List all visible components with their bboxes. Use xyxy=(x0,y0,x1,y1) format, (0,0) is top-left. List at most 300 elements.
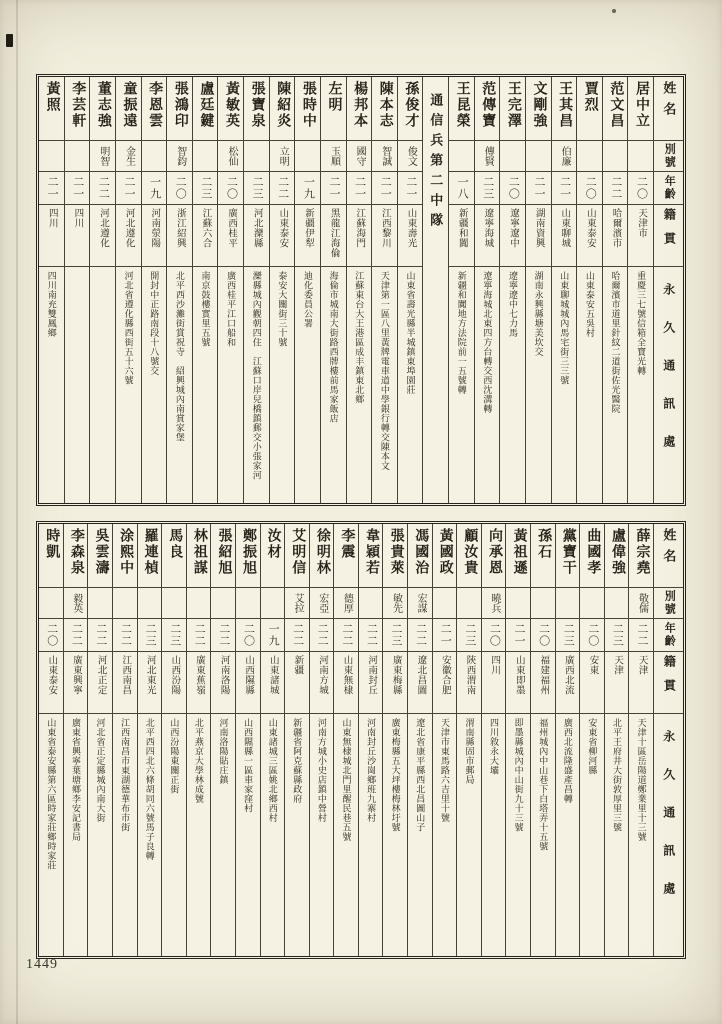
entry-name-text: 黃照 xyxy=(44,81,60,113)
entry-name-cell xyxy=(383,524,407,588)
entry-age-text: 一八 xyxy=(456,176,469,200)
binding-shadow xyxy=(16,0,18,1024)
entry-name-cell xyxy=(580,524,604,588)
entry-column xyxy=(89,77,115,503)
entry-address-text: 重慶三七號信箱全寶光轉 xyxy=(636,271,647,376)
entry-column xyxy=(235,524,260,956)
entry-native-text: 廣東興寧 xyxy=(71,655,81,695)
entry-alias-cell xyxy=(457,588,481,619)
entry-native-text: 浙江紹興 xyxy=(174,208,185,248)
entry-native-text: 河北灤縣 xyxy=(251,208,262,248)
entry-column xyxy=(260,524,285,956)
entry-name-text: 范文昌 xyxy=(608,81,624,129)
entry-name-cell xyxy=(475,77,500,141)
entry-age-text: 二三 xyxy=(611,623,624,647)
entry-age-cell xyxy=(113,619,137,652)
entry-column xyxy=(448,77,474,503)
entry-age-text: 二二 xyxy=(414,623,427,647)
entry-address-text: 四川敘永大壩 xyxy=(489,718,500,775)
entry-alias-cell xyxy=(193,141,218,172)
entry-age-text: 二一 xyxy=(379,176,392,200)
entry-age-cell xyxy=(506,619,530,652)
entry-age-cell xyxy=(244,172,269,205)
entry-name-text: 馬良 xyxy=(167,528,183,560)
entry-address-cell xyxy=(629,714,653,956)
entry-address-cell xyxy=(211,714,235,956)
entry-column xyxy=(604,524,629,956)
entry-native-cell xyxy=(449,205,474,267)
entry-native-cell xyxy=(270,205,295,267)
entry-age-cell xyxy=(552,172,577,205)
entry-address-cell xyxy=(482,714,506,956)
entry-column xyxy=(309,524,334,956)
header-cell-age xyxy=(654,172,683,205)
entry-native-text: 河南洛陽 xyxy=(218,655,229,695)
entry-column xyxy=(269,77,295,503)
entry-name-text: 林祖謀 xyxy=(191,528,207,576)
entry-column xyxy=(505,524,530,956)
entry-name-text: 汝材 xyxy=(265,528,281,560)
entry-age-text: 二二 xyxy=(193,623,206,647)
ink-mark xyxy=(6,34,13,47)
entry-native-text: 天津 xyxy=(636,655,647,675)
entry-age-cell xyxy=(270,172,295,205)
entry-native-cell xyxy=(90,205,115,267)
entry-address-text: 天津市東馬路六吉里十號 xyxy=(439,718,450,823)
entry-column xyxy=(284,524,309,956)
entry-native-cell xyxy=(218,205,243,267)
entry-name-text: 王完澤 xyxy=(505,81,521,129)
entry-name-text: 董志強 xyxy=(95,81,111,129)
entry-address-cell xyxy=(603,267,628,503)
entry-age-text: 二一 xyxy=(558,176,571,200)
entry-age-text: 二一 xyxy=(122,176,135,200)
entry-age-text: 二二 xyxy=(291,623,304,647)
entry-alias-text: 立明 xyxy=(277,146,289,166)
entry-address-cell xyxy=(457,714,481,956)
entry-address-cell xyxy=(142,267,167,503)
entry-address-cell xyxy=(552,267,577,503)
entry-name-cell xyxy=(457,524,481,588)
entry-column xyxy=(39,524,63,956)
entry-address-cell xyxy=(628,267,653,503)
entry-address-text: 河南洛陽貼庄鎮 xyxy=(218,718,229,785)
entry-alias-text: 智誠 xyxy=(379,146,391,166)
entry-native-cell xyxy=(457,652,481,714)
entry-name-cell xyxy=(482,524,506,588)
entry-native-cell xyxy=(500,205,525,267)
entry-address-text: 河南方城小史店鎮中營村 xyxy=(316,718,327,823)
entry-age-text: 二三 xyxy=(144,623,157,647)
entry-name-cell xyxy=(244,77,269,141)
entry-column xyxy=(166,77,192,503)
entry-address-text: 河南封丘沙崗鄉班九寨村 xyxy=(366,718,377,823)
entry-address-text: 山東省壽光縣半城鎮東埠園莊 xyxy=(405,271,416,395)
entry-age-cell xyxy=(603,172,628,205)
entry-address-text: 北平西四北六條胡同六號馬子良轉 xyxy=(144,718,155,861)
entry-native-cell xyxy=(526,205,551,267)
entry-name-text: 黨寶干 xyxy=(560,528,576,576)
entry-native-cell xyxy=(506,652,530,714)
entry-address-cell xyxy=(526,267,551,503)
entry-address-cell xyxy=(605,714,629,956)
entry-name-cell xyxy=(113,524,137,588)
entry-native-text: 山東泰安 xyxy=(277,208,288,248)
entry-address-cell xyxy=(39,714,63,956)
entry-address-cell xyxy=(408,714,432,956)
entry-address-text: 南京鼓樓實里五號 xyxy=(200,271,211,347)
entry-name-cell xyxy=(629,524,653,588)
entry-address-cell xyxy=(261,714,285,956)
entry-native-text: 安東 xyxy=(587,655,598,675)
entry-name-cell xyxy=(628,77,653,141)
entry-age-text: 二一 xyxy=(71,176,84,200)
entry-name-text: 吳雲濤 xyxy=(93,528,109,576)
entry-native-text: 天津 xyxy=(612,655,623,675)
entry-native-text: 河北正定 xyxy=(95,655,106,695)
entry-age-text: 二三 xyxy=(251,176,264,200)
header-label-name: 姓名 xyxy=(661,81,677,123)
entry-name-cell xyxy=(64,524,88,588)
entry-name-text: 盧廷鍵 xyxy=(198,81,214,129)
entry-native-text: 河北遵化 xyxy=(98,208,109,248)
entry-column xyxy=(474,77,500,503)
entry-name-cell xyxy=(211,524,235,588)
entry-native-cell xyxy=(359,652,383,714)
entry-column xyxy=(530,524,555,956)
entry-name-text: 羅連楨 xyxy=(142,528,158,576)
entry-column xyxy=(481,524,506,956)
header-cell-native xyxy=(654,652,683,714)
entry-alias-text: 金生 xyxy=(123,146,135,166)
entry-address-text: 山西汾陽東關正街 xyxy=(169,718,180,794)
entry-alias-cell xyxy=(321,141,346,172)
entry-name-cell xyxy=(162,524,186,588)
entry-native-text: 廣東蕉嶺 xyxy=(193,655,204,695)
entry-age-text: 二一 xyxy=(327,176,340,200)
entry-name-cell xyxy=(603,77,628,141)
entry-column xyxy=(576,77,602,503)
entry-alias-cell xyxy=(285,588,309,619)
entry-age-cell xyxy=(482,619,506,652)
entry-address-cell xyxy=(506,714,530,956)
entry-column xyxy=(551,77,577,503)
entry-age-cell xyxy=(628,172,653,205)
entry-name-cell xyxy=(187,524,211,588)
entry-age-text: 二三 xyxy=(562,623,575,647)
entry-column xyxy=(346,77,372,503)
entry-column xyxy=(141,77,167,503)
entry-address-cell xyxy=(383,714,407,956)
entry-address-text: 遼北省康平縣西北昌圖山子 xyxy=(415,718,426,832)
entry-column xyxy=(64,77,90,503)
entry-name-text: 張鴻印 xyxy=(172,81,188,129)
entry-alias-cell xyxy=(629,588,653,619)
entry-native-cell xyxy=(482,652,506,714)
entry-native-cell xyxy=(577,205,602,267)
entry-address-text: 迪化委員公署 xyxy=(302,271,313,328)
entry-native-cell xyxy=(628,205,653,267)
entry-alias-cell xyxy=(359,588,383,619)
entry-native-cell xyxy=(398,205,423,267)
entry-column xyxy=(112,524,137,956)
entry-name-cell xyxy=(88,524,112,588)
entry-age-text: 二三 xyxy=(390,623,403,647)
entry-address-cell xyxy=(39,267,64,503)
entry-alias-cell xyxy=(138,588,162,619)
entry-address-text: 湖南永興縣塘美坎交 xyxy=(533,271,544,357)
entry-alias-text: 艾拉 xyxy=(292,593,304,613)
entry-name-cell xyxy=(500,77,525,141)
entry-age-text: 二二 xyxy=(365,623,378,647)
entry-age-text: 二〇 xyxy=(537,623,550,647)
entry-native-text: 山西汾陽 xyxy=(169,655,180,695)
entry-name-text: 曲國孝 xyxy=(585,528,601,576)
header-cell-name xyxy=(654,77,683,141)
entry-address-cell xyxy=(398,267,423,503)
entry-address-text: 山東省泰安縣第六區時家莊鄉時家莊 xyxy=(46,718,57,870)
entry-age-text: 一九 xyxy=(267,623,280,647)
entry-native-text: 廣東梅縣 xyxy=(390,655,401,695)
entry-name-cell xyxy=(236,524,260,588)
entry-column xyxy=(579,524,604,956)
entry-name-text: 李震 xyxy=(339,528,355,560)
entry-native-cell xyxy=(64,652,88,714)
entry-name-cell xyxy=(285,524,309,588)
entry-name-text: 鄭振旭 xyxy=(241,528,257,576)
entry-alias-cell xyxy=(211,588,235,619)
entry-age-text: 二一 xyxy=(532,176,545,200)
entry-age-text: 二三 xyxy=(168,623,181,647)
entry-name-text: 孫石 xyxy=(536,528,552,560)
entry-address-text: 四川南充雙鳳鄉 xyxy=(46,271,57,338)
directory-table-bottom xyxy=(36,521,686,959)
entry-name-text: 向承恩 xyxy=(486,528,502,576)
entry-address-text: 河北省正定縣城內南大街 xyxy=(95,718,106,823)
entry-native-text: 山東聊城 xyxy=(559,208,570,248)
entry-name-text: 薛宗堯 xyxy=(634,528,650,576)
entry-address-text: 海倫市城南大街路西牌樓前馬家飯店 xyxy=(328,271,339,423)
entry-alias-text: 明智 xyxy=(97,146,109,166)
entry-address-text: 山西隰縣一區車家窪村 xyxy=(243,718,254,813)
entry-native-text: 山東壽光 xyxy=(405,208,416,248)
entry-age-cell xyxy=(475,172,500,205)
header-label-alias: 別號 xyxy=(663,143,676,169)
entry-address-text: 山東泰安五吳村 xyxy=(584,271,595,338)
entry-age-text: 二一 xyxy=(353,176,366,200)
header-label-native: 籍貫 xyxy=(662,655,677,703)
entry-alias-cell xyxy=(116,141,141,172)
entry-native-text: 四川 xyxy=(72,208,83,228)
entry-alias-cell xyxy=(482,588,506,619)
entry-age-text: 二〇 xyxy=(488,623,501,647)
entry-age-text: 二〇 xyxy=(45,623,58,647)
entry-age-cell xyxy=(408,619,432,652)
entry-alias-cell xyxy=(347,141,372,172)
entry-native-text: 河南滎陽 xyxy=(149,208,160,248)
entry-age-text: 二二 xyxy=(635,623,648,647)
entry-address-text: 廣東省興寧葉塘鄉李安記書局 xyxy=(70,718,81,842)
entry-address-text: 福州城內中山巷下白塔弄十五號 xyxy=(538,718,549,851)
entry-native-text: 江蘇六合 xyxy=(200,208,211,248)
entry-age-cell xyxy=(236,619,260,652)
entry-age-text: 二〇 xyxy=(586,623,599,647)
entry-alias-cell xyxy=(218,141,243,172)
entry-native-cell xyxy=(295,205,320,267)
entry-column xyxy=(63,524,88,956)
entry-native-cell xyxy=(433,652,457,714)
entry-native-cell xyxy=(285,652,309,714)
entry-native-cell xyxy=(162,652,186,714)
entry-address-cell xyxy=(187,714,211,956)
entry-age-cell xyxy=(138,619,162,652)
header-cell-address xyxy=(654,267,683,503)
entry-age-text: 二〇 xyxy=(242,623,255,647)
entry-age-cell xyxy=(347,172,372,205)
entry-address-cell xyxy=(116,267,141,503)
header-label-name: 姓名 xyxy=(661,528,677,570)
entry-alias-cell xyxy=(90,141,115,172)
entry-alias-cell xyxy=(556,588,580,619)
entry-alias-cell xyxy=(433,588,457,619)
entry-alias-cell xyxy=(552,141,577,172)
entry-column xyxy=(627,77,653,503)
entry-name-cell xyxy=(167,77,192,141)
entry-column xyxy=(217,77,243,503)
entry-age-text: 一九 xyxy=(148,176,161,200)
entry-name-text: 涂熙中 xyxy=(118,528,134,576)
entry-age-cell xyxy=(359,619,383,652)
entry-address-text: 新疆省阿克蘇縣政府 xyxy=(292,718,303,804)
entry-alias-cell xyxy=(506,588,530,619)
entry-name-cell xyxy=(270,77,295,141)
entry-age-cell xyxy=(39,172,64,205)
entry-age-text: 二〇 xyxy=(635,176,648,200)
entry-name-cell xyxy=(218,77,243,141)
entry-age-cell xyxy=(433,619,457,652)
entry-age-cell xyxy=(383,619,407,652)
entry-address-cell xyxy=(577,267,602,503)
entry-age-cell xyxy=(64,619,88,652)
entry-name-cell xyxy=(506,524,530,588)
entry-address-text: 遼寧海城北東四方台轉交西沈溝轉 xyxy=(482,271,493,414)
entry-age-cell xyxy=(211,619,235,652)
entry-name-text: 左明 xyxy=(326,81,342,113)
entry-address-cell xyxy=(138,714,162,956)
entry-native-cell xyxy=(65,205,90,267)
entry-native-cell xyxy=(310,652,334,714)
entry-name-text: 黃敏英 xyxy=(224,81,240,129)
entry-name-cell xyxy=(193,77,218,141)
entry-age-cell xyxy=(142,172,167,205)
entry-address-cell xyxy=(500,267,525,503)
entry-age-cell xyxy=(218,172,243,205)
entry-column xyxy=(210,524,235,956)
entry-alias-cell xyxy=(113,588,137,619)
entry-address-cell xyxy=(372,267,397,503)
entry-native-text: 四川 xyxy=(489,655,500,675)
entry-native-text: 廣西桂平 xyxy=(226,208,237,248)
entry-name-text: 王昆榮 xyxy=(454,81,470,129)
entry-address-cell xyxy=(433,714,457,956)
entry-native-text: 山東即墨 xyxy=(513,655,524,695)
entry-name-text: 韋穎若 xyxy=(364,528,380,576)
entry-name-text: 賈烈 xyxy=(582,81,598,113)
entry-native-cell xyxy=(629,652,653,714)
entry-address-cell xyxy=(65,267,90,503)
entry-column xyxy=(320,77,346,503)
entry-age-cell xyxy=(372,172,397,205)
entry-age-cell xyxy=(500,172,525,205)
entry-column xyxy=(456,524,481,956)
entry-column xyxy=(333,524,358,956)
entry-address-cell xyxy=(321,267,346,503)
entry-address-text: 開封中正路南段十八號交 xyxy=(149,271,160,376)
header-cell-address xyxy=(654,714,683,956)
entry-name-text: 童振遠 xyxy=(121,81,137,129)
entry-age-text: 二三 xyxy=(481,176,494,200)
entry-address-cell xyxy=(218,267,243,503)
entry-column xyxy=(87,524,112,956)
entry-address-text: 河北省遵化縣西街五十六號 xyxy=(123,271,134,385)
entry-alias-cell xyxy=(526,141,551,172)
entry-address-text: 山東聊城城內馬宅街三三號 xyxy=(559,271,570,385)
entry-name-text: 楊邦本 xyxy=(352,81,368,129)
directory-table-top xyxy=(36,74,686,506)
entry-address-text: 天津十區岳陽道鄭業里十三號 xyxy=(636,718,647,842)
entry-native-text: 河北東光 xyxy=(144,655,155,695)
entry-age-cell xyxy=(398,172,423,205)
entry-alias-cell xyxy=(88,588,112,619)
entry-age-cell xyxy=(116,172,141,205)
entry-name-cell xyxy=(310,524,334,588)
entry-name-text: 艾明信 xyxy=(290,528,306,576)
entry-name-cell xyxy=(347,77,372,141)
entry-age-text: 二二 xyxy=(316,623,329,647)
entry-column xyxy=(294,77,320,503)
entry-name-cell xyxy=(526,77,551,141)
entry-native-cell xyxy=(531,652,555,714)
entry-address-cell xyxy=(236,714,260,956)
entry-alias-cell xyxy=(244,141,269,172)
entry-name-cell xyxy=(556,524,580,588)
entry-address-cell xyxy=(475,267,500,503)
entry-address-cell xyxy=(90,267,115,503)
entry-column xyxy=(397,77,423,503)
entry-native-cell xyxy=(39,652,63,714)
entry-native-cell xyxy=(605,652,629,714)
entry-address-text: 廣東梅縣五大坪樓梅林圩號 xyxy=(390,718,401,832)
entry-alias-cell xyxy=(449,141,474,172)
entry-native-cell xyxy=(211,652,235,714)
entry-native-text: 山東無棣 xyxy=(341,655,352,695)
entry-alias-text: 俊文 xyxy=(405,146,417,166)
entry-age-text: 二〇 xyxy=(174,176,187,200)
entry-address-cell xyxy=(162,714,186,956)
entry-native-text: 河南方城 xyxy=(316,655,327,695)
entry-age-text: 二一 xyxy=(404,176,417,200)
entry-name-cell xyxy=(552,77,577,141)
entry-native-text: 山東泰安 xyxy=(584,208,595,248)
entry-alias-text: 松仙 xyxy=(225,146,237,166)
entry-alias-cell xyxy=(39,141,64,172)
entry-alias-cell xyxy=(475,141,500,172)
entry-native-text: 黑龍江海倫 xyxy=(328,208,339,258)
entry-address-cell xyxy=(113,714,137,956)
entry-age-cell xyxy=(261,619,285,652)
entry-name-cell xyxy=(449,77,474,141)
entry-address-cell xyxy=(531,714,555,956)
